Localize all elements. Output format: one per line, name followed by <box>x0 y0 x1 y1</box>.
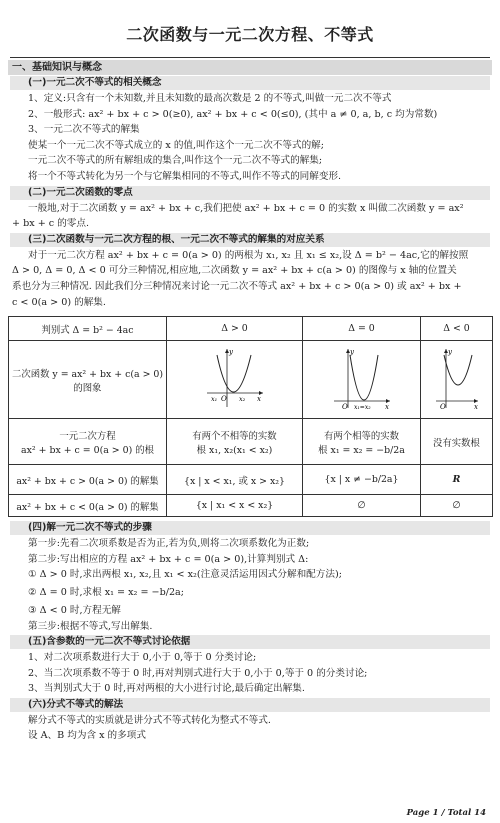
table-row <box>9 465 493 495</box>
cell-text: 的图象 <box>73 382 102 394</box>
subsection-heading-1: (一)一元二次不等式的相关概念 <box>10 76 490 90</box>
cell-text: 根 x₁ = x₂ = −b/2a <box>318 444 405 456</box>
page-title: 二次函数与一元二次方程、不等式 <box>126 25 374 44</box>
text-line: 一般地,对于二次函数 y = ax² + bx + c,我们把使 ax² + bx + c = 0 的实数 x 叫做二次函数 y = ax² <box>28 202 464 214</box>
table-row <box>9 317 493 341</box>
text-line: 第一步:先看二次项系数是否为正,若为负,则将二次项系数化为正数; <box>28 538 310 550</box>
text-line: 将一个不等式转化为另一个与它解集相同的不等式,叫作不等式的同解变形. <box>28 170 342 182</box>
text-line: 系也分为三种情况. 因此我们分三种情况来讨论一元二次不等式 ax² + bx + c > 0(a > 0) 或 ax² + bx + <box>12 280 462 292</box>
section-heading: 一、基础知识与概念 <box>8 60 492 75</box>
text-line: 一元二次不等式的所有解组成的集合,叫作这个一元二次不等式的解集; <box>28 155 323 167</box>
table-row <box>9 495 493 517</box>
text-line: 3、一元二次不等式的解集 <box>28 124 140 136</box>
text-line: 1、定义:只含有一个未知数,并且未知数的最高次数是 2 的不等式,叫做一元二次不等式 <box>28 93 392 104</box>
text-line: 2、当二次项系数不等于 0 时,再对判别式进行大于 0,小于 0,等于 0 的分类讨论; <box>28 667 368 679</box>
graph-label: y <box>447 348 452 357</box>
text-line: + bx + c 的零点. <box>12 218 90 230</box>
table-row <box>9 419 493 465</box>
text-line: 使某一个一元二次不等式成立的 x 的值,叫作这个一元二次不等式的解; <box>28 139 325 151</box>
document-body <box>6 76 494 310</box>
subsection-heading-6: (六)分式不等式的解法 <box>10 698 490 712</box>
graph-label: x₁=x₂ <box>353 404 371 412</box>
text-line: 第二步:写出相应的方程 ax² + bx + c = 0(a > 0),计算判别式 Δ: <box>28 553 309 565</box>
graph-label: y <box>349 348 354 357</box>
graph-label: O <box>439 403 446 412</box>
graph-label: x <box>473 403 478 412</box>
graph-label: O <box>220 395 227 404</box>
parabola-two-roots-graph <box>203 345 267 411</box>
text-line: c < 0(a > 0) 的解集. <box>12 296 106 308</box>
table-cell: 没有实数根 <box>421 419 493 465</box>
text-line: Δ > 0, Δ = 0, Δ < 0 可分三种情况,相应地,二次函数 y = ax² + bx + c(a > 0) 的图像与 x 轴的位置关 <box>12 265 457 277</box>
text-line: 第三步:根据不等式,写出解集. <box>28 620 153 632</box>
table-cell <box>167 341 303 419</box>
table-cell: ∅ <box>421 495 493 517</box>
table-cell: {x | x₁ < x < x₂} <box>167 495 303 517</box>
graph-label: x <box>384 403 389 412</box>
text-line: 解分式不等式的实质就是讲分式不等式转化为整式不等式. <box>28 714 271 726</box>
text-line: ② Δ = 0 时,求根 x₁ = x₂ = −b/2a; <box>28 586 185 598</box>
table-cell <box>303 341 421 419</box>
text-line: 3、当判别式大于 0 时,再对两根的大小进行讨论,最后确定出解集. <box>28 683 305 695</box>
subsection-heading-4: (四)解一元二次不等式的步骤 <box>10 521 490 535</box>
graph-label: x₂ <box>238 395 245 404</box>
text-line: 设 A、B 均为含 x 的多项式 <box>28 730 146 742</box>
table-cell <box>167 419 303 465</box>
cell-text: 有两个相等的实数 <box>323 430 399 442</box>
graph-label: x₁ <box>210 395 217 404</box>
cell-text: ax² + bx + c = 0(a > 0) 的根 <box>21 444 154 456</box>
graph-label: x <box>256 395 261 404</box>
subsection-heading-3: (三)二次函数与一元二次方程的根、一元二次不等式的解集的对应关系 <box>10 233 490 247</box>
table-cell <box>9 341 167 419</box>
text-line: ③ Δ < 0 时,方程无解 <box>28 604 121 616</box>
table-header-cell: Δ > 0 <box>167 317 303 341</box>
parabola-one-root-graph <box>330 345 394 411</box>
text-line: 对于一元二次方程 ax² + bx + c = 0(a > 0) 的两根为 x₁, x₂ 且 x₁ ≤ x₂,设 Δ = b² − 4ac,它的解按照 <box>28 249 469 261</box>
table-cell: {x | x ≠ −b/2a} <box>303 465 421 495</box>
subsection-heading-2: (二)一元二次函数的零点 <box>10 186 490 200</box>
table-cell: R <box>421 465 493 495</box>
cell-text: 有两个不相等的实数 <box>192 430 277 442</box>
table-header-cell: 判别式 Δ = b² − 4ac <box>9 317 167 341</box>
table-cell: ∅ <box>303 495 421 517</box>
parabola-no-root-graph <box>432 345 482 411</box>
text-line: ① Δ > 0 时,求出两根 x₁, x₂,且 x₁ < x₂(注意灵活运用因式分解和配方法); <box>28 569 342 581</box>
document-body-lower <box>6 521 494 744</box>
graph-label: y <box>228 348 233 357</box>
graph-label: O <box>341 403 348 412</box>
correspondence-table <box>8 316 493 517</box>
subsection-heading-5: (五)含参数的一元二次不等式讨论依据 <box>10 635 490 649</box>
table-cell: ax² + bx + c > 0(a > 0) 的解集 <box>9 465 167 495</box>
text-line: 2、一般形式: ax² + bx + c > 0(≥0), ax² + bx + c < 0(≤0), (其中 a ≠ 0, a, b, c 均为常数) <box>28 108 438 120</box>
table-cell <box>421 341 493 419</box>
title-rule <box>10 57 490 58</box>
cell-text: 一元二次方程 <box>59 430 116 442</box>
table-cell: ax² + bx + c < 0(a > 0) 的解集 <box>9 495 167 517</box>
table-cell: {x | x < x₁, 或 x > x₂} <box>167 465 303 495</box>
table-header-cell: Δ < 0 <box>421 317 493 341</box>
table-row <box>9 341 493 419</box>
table-cell <box>9 419 167 465</box>
cell-text: 根 x₁, x₂(x₁ < x₂) <box>196 444 273 456</box>
table-header-cell: Δ = 0 <box>303 317 421 341</box>
text-line: 1、对二次项系数进行大于 0,小于 0,等于 0 分类讨论; <box>28 652 257 664</box>
cell-text: 二次函数 y = ax² + bx + c(a > 0) <box>11 368 164 380</box>
table-cell <box>303 419 421 465</box>
page-footer: Page 1 / Total 14 <box>406 808 486 818</box>
